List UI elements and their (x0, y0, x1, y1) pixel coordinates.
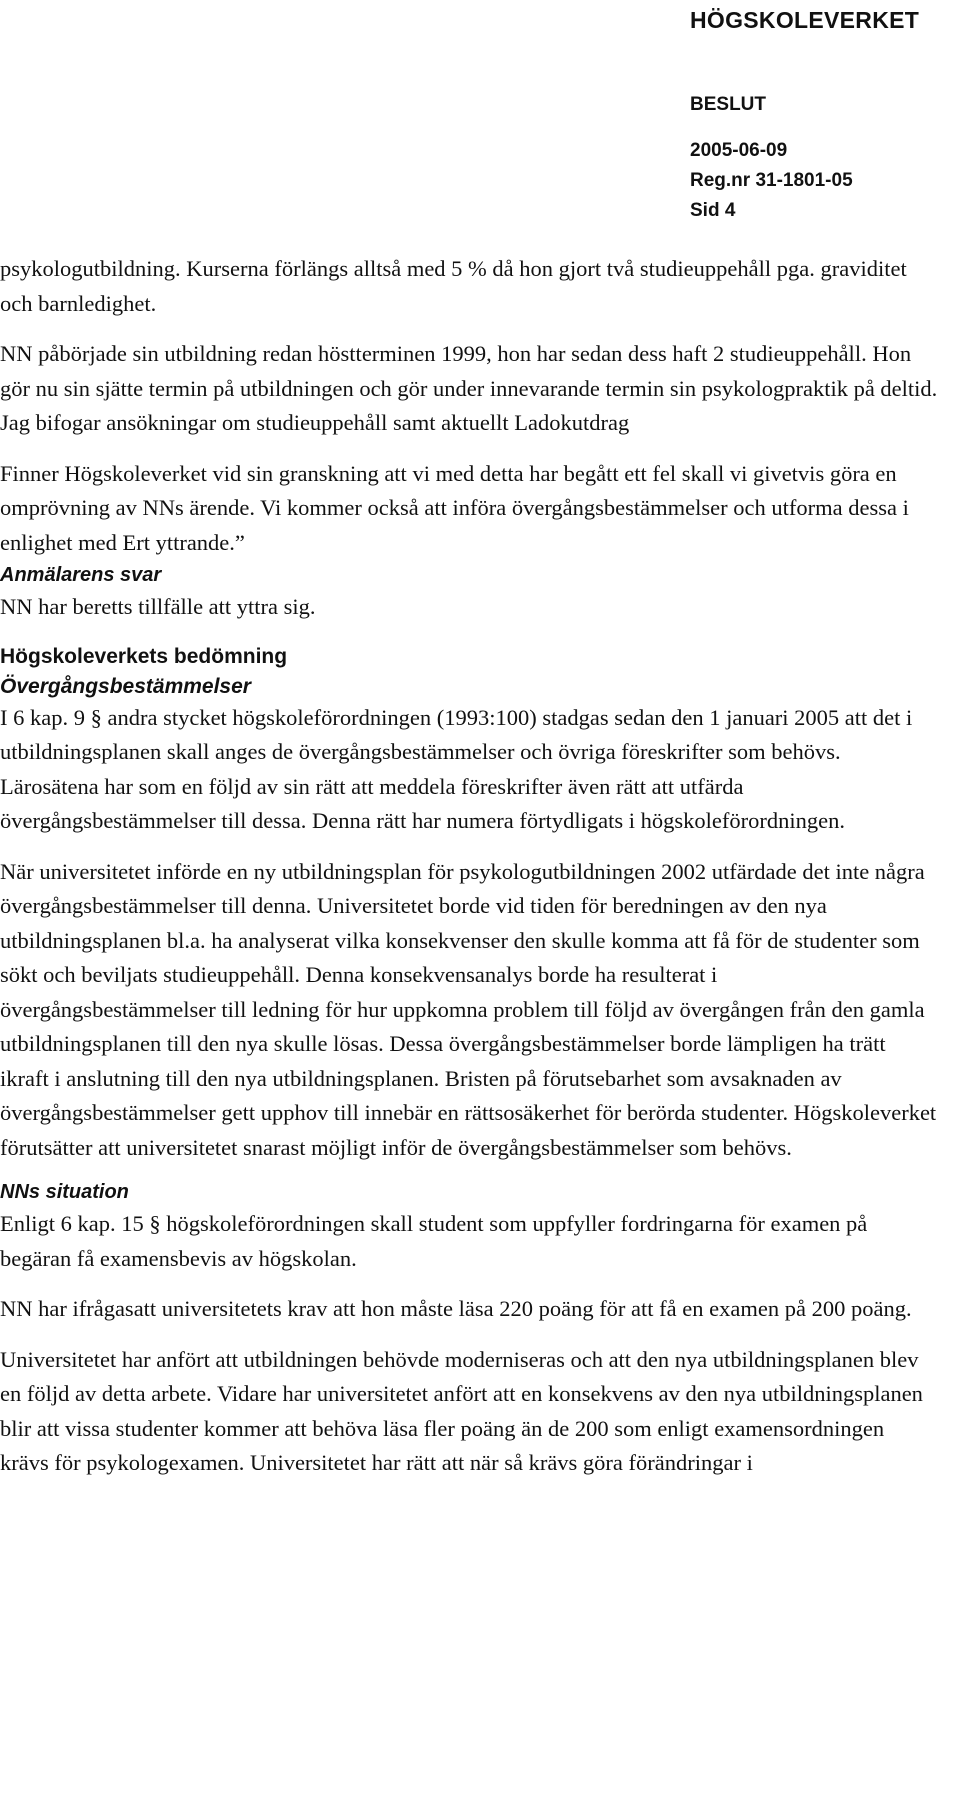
document-type: BESLUT (690, 94, 766, 115)
paragraph: NN har ifrågasatt universitetets krav att hon måste läsa 220 poäng för att få en examen på 200 poäng. (0, 1296, 912, 1321)
paragraph: Finner Högskoleverket vid sin granskning att vi med detta har begått ett fel skall vi givetvis göra en omprövning av NNs ärende. Vi kommer också att införa övergångsbestämmelser och utforma dessa i enlighet med Ert yttrande.” (0, 460, 909, 555)
paragraph: I 6 kap. 9 § andra stycket högskoleförordningen (1993:100) stadgas sedan den 1 januari 2005 att det i utbildningsplanen skall anges de övergångsbestämmelser och övriga föreskrifter som behövs. Lärosätena har som en följd av sin rätt att meddela föreskrifter även rätt att utfärda övergångsbestämmelser till dessa. Denna rätt har numera förtydligats i högskoleförordningen. (0, 704, 913, 833)
registration-number: Reg.nr 31-1801-05 (690, 170, 853, 191)
subsection-heading: NNs situation (0, 1181, 129, 1203)
section-heading: Anmälarens svar (0, 564, 162, 586)
paragraph: När universitetet införde en ny utbildningsplan för psykologutbildningen 2002 utfärdade det inte några övergångsbestämmelser till denna. Universitetet borde vid tiden för beredningen av den nya utbildningsplanen bl.a. ha analyserat vilka konsekvenser den skulle komma att få för de studenter som sökt och beviljats studieuppehåll. Denna konsekvensanalys borde ha resulterat i övergångsbestämmelser till ledning för hur uppkomna problem till följd av övergången från den gamla utbildningsplanen till den nya skulle lösas. Dessa övergångsbestämmelser borde lämpligen ha trätt ikraft i anslutning till den nya utbildningsplanen. Bristen på förutsebarhet som avsaknaden av övergångsbestämmelser gett upphov till innebär en rättsosäkerhet för berörda studenter. Högskoleverket förutsätter att universitetet snarast möjligt inför de övergångsbestämmelser som behövs. (0, 858, 937, 1160)
paragraph: Enligt 6 kap. 15 § högskoleförordningen skall student som uppfyller fordringarna för examen på begäran få examensbevis av högskolan. (0, 1211, 868, 1271)
document-date: 2005-06-09 (690, 140, 788, 161)
page-number: Sid 4 (690, 200, 736, 221)
document-body (0, 252, 938, 1481)
paragraph: NN har beretts tillfälle att yttra sig. (0, 594, 316, 619)
paragraph: Universitetet har anfört att utbildningen behövde moderniseras och att den nya utbildningsplanen blev en följd av detta arbete. Vidare har universitetet anfört att en konsekvens av den nya utbildningsplanen blir att vissa studenter kommer att behöva läsa fler poäng än de 200 som enligt examensordningen krävs för psykologexamen. Universitetet har rätt att när så krävs göra förändringar i (0, 1346, 923, 1475)
paragraph: NN påbörjade sin utbildning redan höstterminen 1999, hon har sedan dess haft 2 studieuppehåll. Hon gör nu sin sjätte termin på utbildningen och gör under innevarande termin sin psykologpraktik på deltid. Jag bifogar ansökningar om studieuppehåll samt aktuellt Ladokutdrag (0, 341, 938, 435)
paragraph: psykologutbildning. Kurserna förlängs alltså med 5 % då hon gjort två studieuppehåll pga. graviditet och barnledighet. (0, 256, 907, 316)
subsection-heading: Övergångsbestämmelser (0, 674, 251, 698)
section-heading: Högskoleverkets bedömning (0, 644, 288, 668)
organization-name: HÖGSKOLEVERKET (690, 7, 920, 33)
